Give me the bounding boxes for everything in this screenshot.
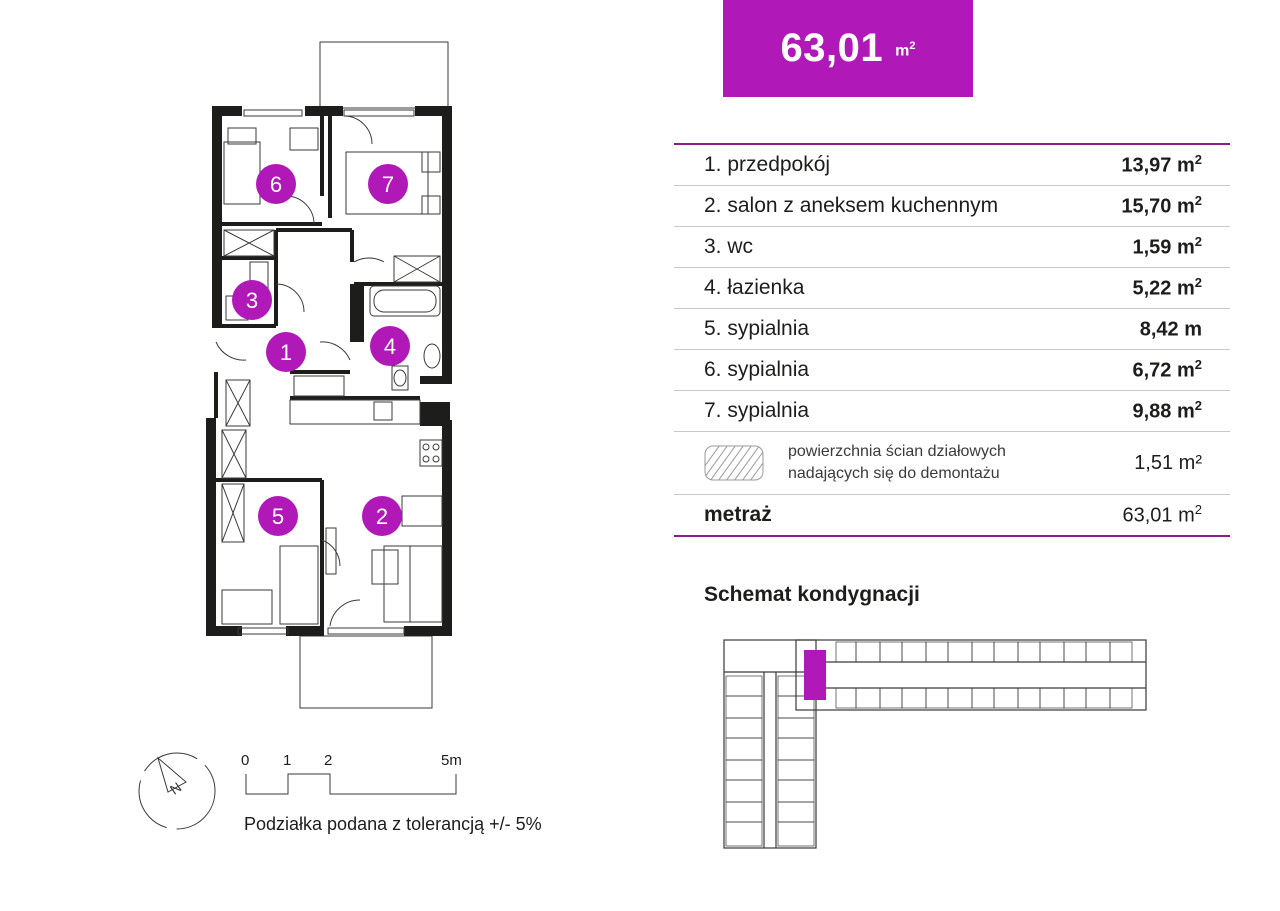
room-label-4: 4: [383, 334, 397, 359]
room-area: 5,22 $m^2$: [1132, 275, 1202, 300]
scale-tolerance-note: Podziałka podana z tolerancją +/- 5%: [244, 814, 542, 834]
total-area-badge: [723, 0, 973, 97]
room-label-6: 6: [269, 172, 283, 197]
room-row-6: [674, 350, 1230, 391]
room-row-5: [674, 309, 1230, 350]
room-row-1: [674, 145, 1230, 186]
room-label-1: 1: [279, 340, 293, 365]
scale-tick-5m: 5m: [441, 752, 462, 769]
floor-schema-title: Schemat kondygnacji: [704, 583, 920, 606]
scale-tick-0: 0: [241, 752, 250, 769]
room-label: 3. wc: [704, 235, 754, 258]
room-label-2: 2: [375, 504, 389, 529]
total-row: [674, 495, 1230, 535]
room-area-table: [674, 143, 1230, 537]
room-area: 13,97 $m^2$: [1121, 152, 1202, 177]
north-compass-icon: [134, 748, 220, 834]
scale-bar: [244, 772, 460, 796]
room-label: 1. przedpokój: [704, 153, 831, 176]
room-row-7: [674, 391, 1230, 432]
room-label: 5. sypialnia: [704, 317, 810, 340]
total-area: 63,01 $m^2$: [1122, 502, 1202, 527]
room-row-3: [674, 227, 1230, 268]
compass-letter: N: [166, 778, 185, 798]
removable-walls-area: 1,51 m²: [1134, 451, 1202, 474]
hatch-legend-icon: [704, 445, 764, 481]
room-label: 2. salon z aneksem kuchennym: [704, 194, 999, 217]
room-area: 8,42 m: [1139, 318, 1202, 341]
room-label-3: 3: [245, 288, 259, 313]
room-label-5: 5: [271, 504, 285, 529]
scale-tick-1: 1: [283, 752, 292, 769]
highlighted-apartment: [804, 650, 826, 700]
room-area: 9,88 $m^2$: [1132, 398, 1202, 423]
room-label: 6. sypialnia: [704, 358, 810, 381]
area-unit: $m^2$: [895, 40, 916, 60]
floor-schema-diagram: [716, 632, 1154, 850]
removable-walls-label: powierzchnia ścian działowych nadających się do demontażu: [788, 443, 1006, 482]
room-area: 15,70 $m^2$: [1121, 193, 1202, 218]
room-area: 1,59 $m^2$: [1132, 234, 1202, 259]
balcony-top: [320, 42, 448, 108]
total-label: metraż: [704, 503, 772, 526]
table-bottom-rule: [674, 535, 1230, 537]
room-label: 4. łazienka: [704, 276, 805, 299]
removable-walls-row: [674, 432, 1230, 495]
room-area: 6,72 $m^2$: [1132, 357, 1202, 382]
room-row-2: [674, 186, 1230, 227]
room-row-4: [674, 268, 1230, 309]
area-value: 63,01: [780, 26, 884, 70]
room-label-7: 7: [381, 172, 395, 197]
room-label: 7. sypialnia: [704, 399, 810, 422]
scale-tick-2: 2: [324, 752, 333, 769]
balcony-bottom: [300, 636, 432, 708]
